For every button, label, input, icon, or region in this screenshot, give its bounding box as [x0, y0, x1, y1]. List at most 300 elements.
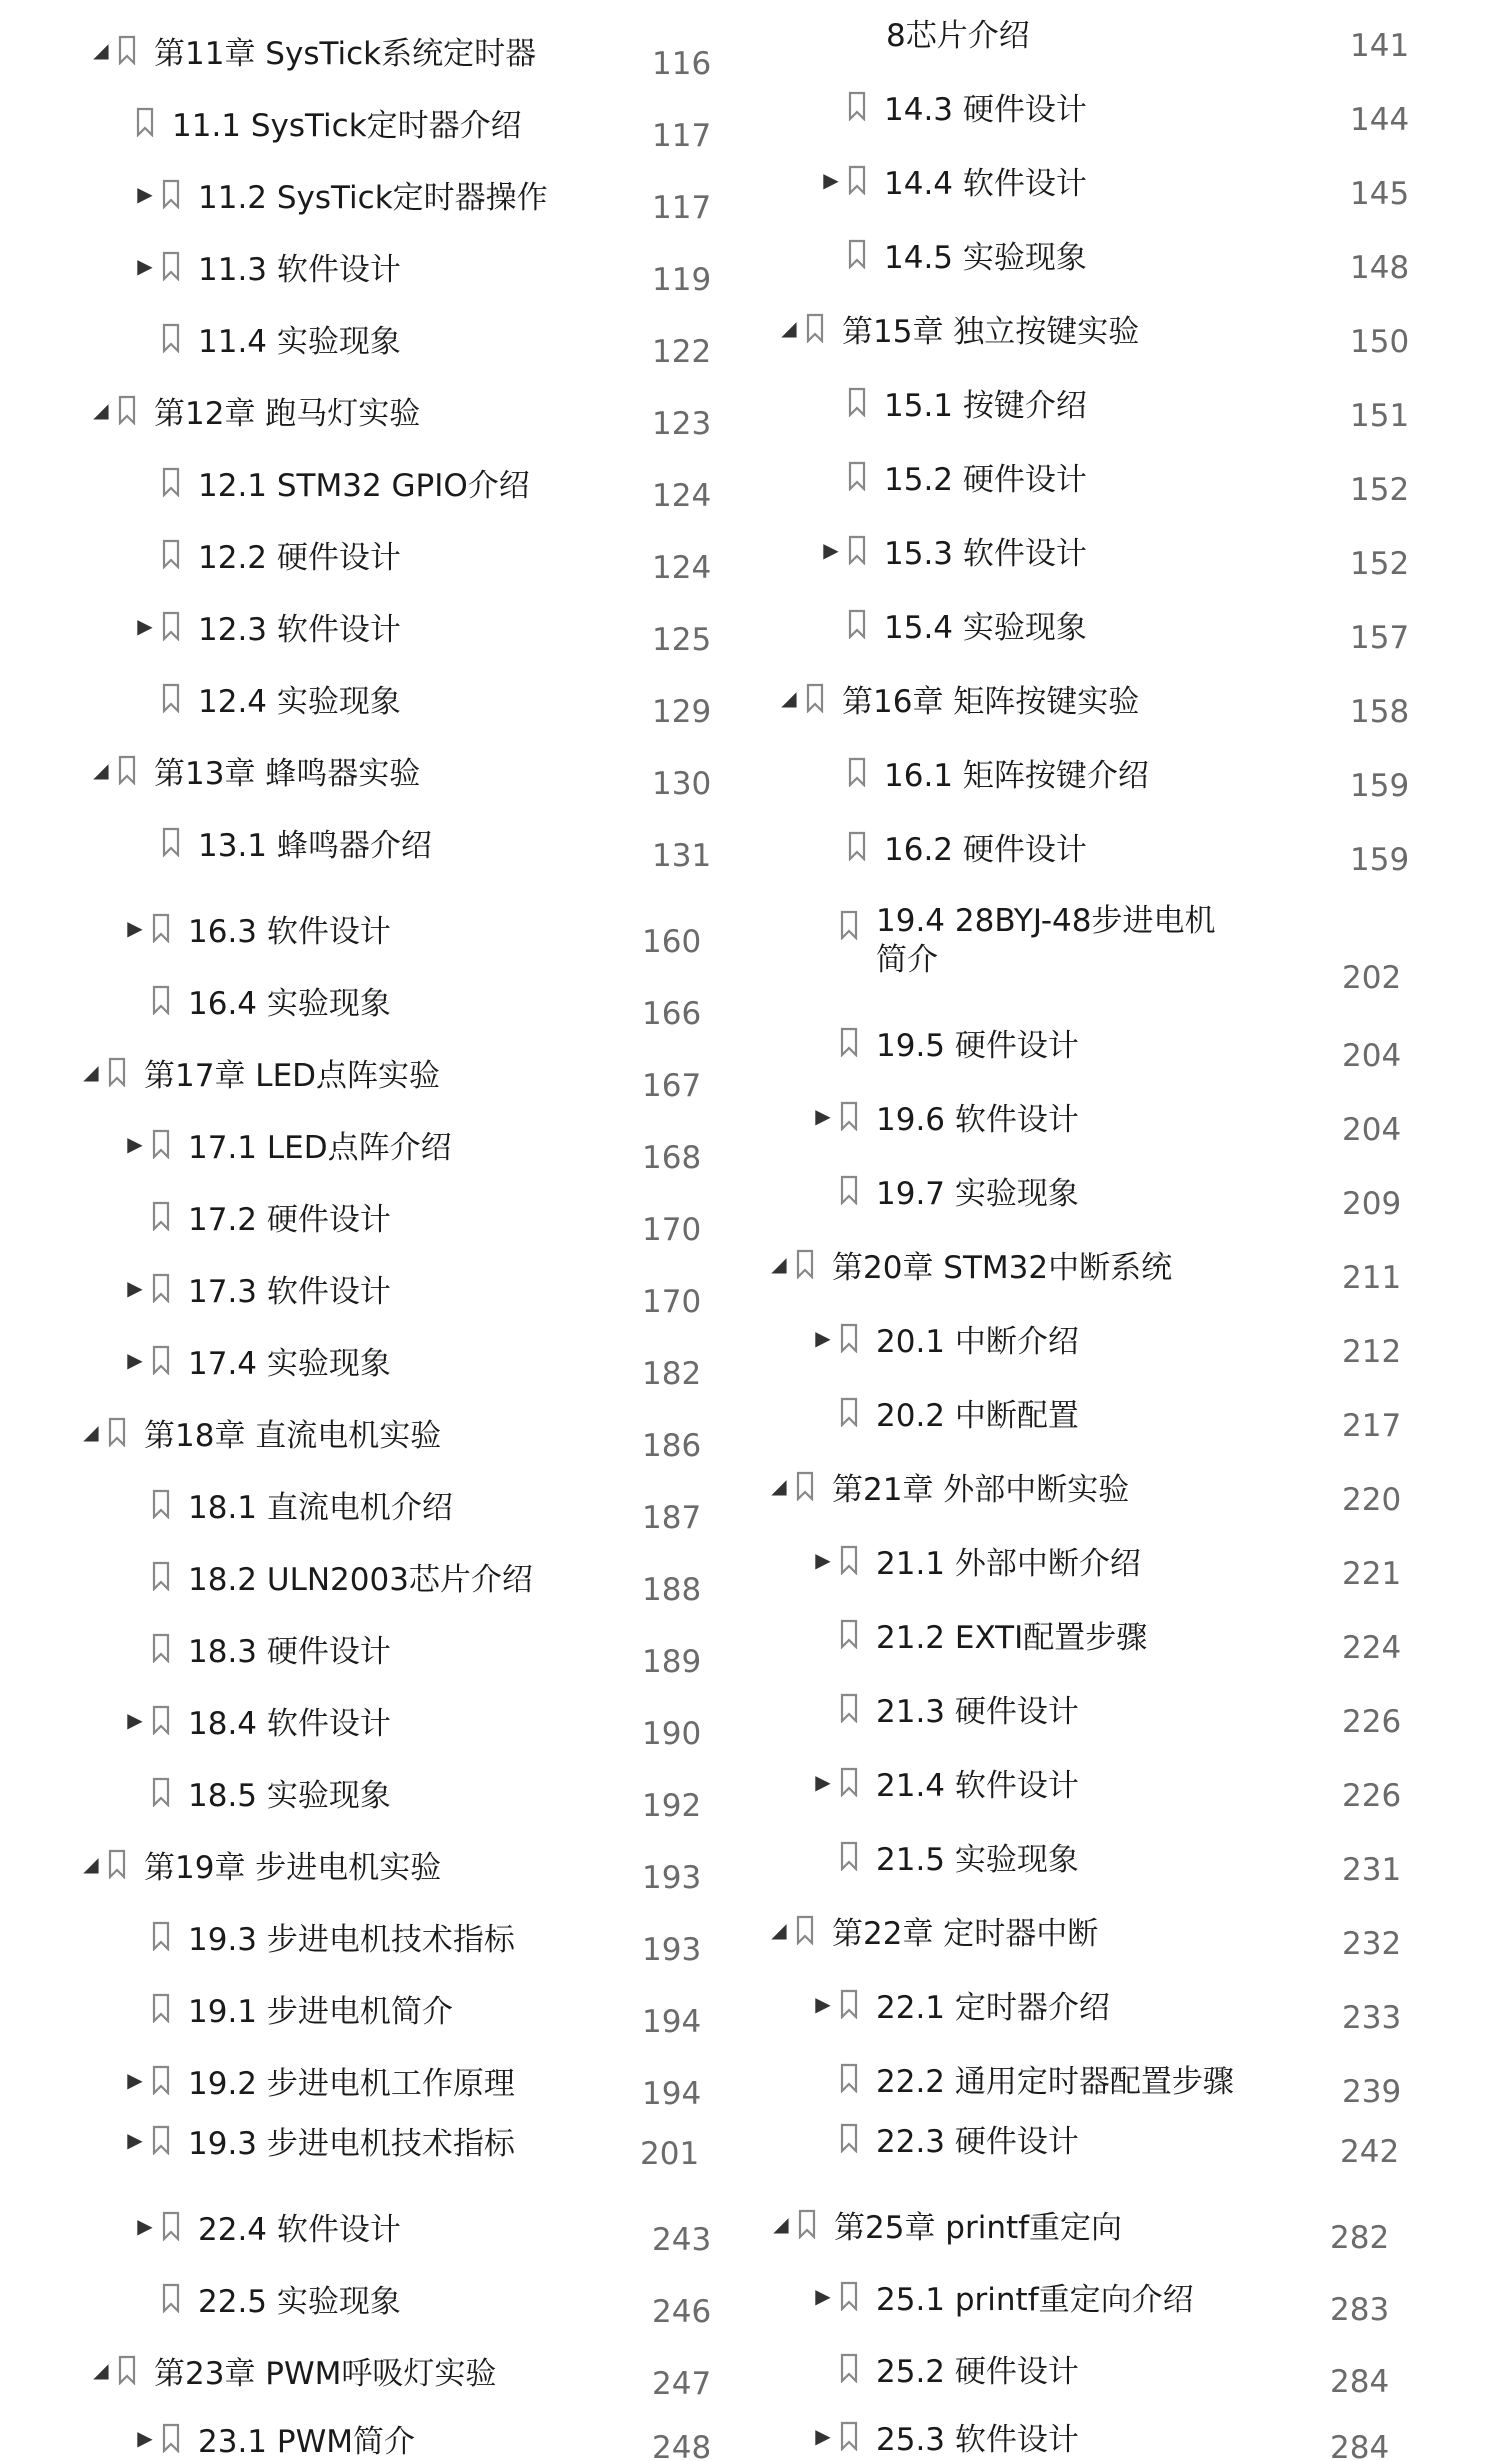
toc-item-page: 151 — [1350, 398, 1410, 434]
expanded-arrow-icon[interactable]: ◢ — [771, 1474, 787, 1498]
toc-item[interactable] — [136, 96, 522, 148]
toc-item-label: 18.1 直流电机介绍 — [188, 1489, 453, 1526]
bookmark-icon — [848, 239, 866, 269]
bookmark-icon — [848, 831, 866, 861]
toc-item-label: 20.1 中断介绍 — [876, 1323, 1079, 1360]
toc-item-page: 226 — [1342, 1778, 1402, 1814]
toc-item-label: 11.1 SysTick定时器介绍 — [172, 107, 522, 144]
bookmark-icon — [108, 1057, 126, 1087]
toc-item-page: 145 — [1350, 176, 1410, 212]
bookmark-icon — [840, 910, 858, 940]
toc-item-label: 13.1 蜂鸣器介绍 — [198, 827, 432, 864]
toc-chapter-item[interactable] — [778, 302, 1139, 354]
toc-item-label: 22.4 软件设计 — [198, 2211, 401, 2248]
toc-item-label: 16.2 硬件设计 — [884, 831, 1087, 868]
toc-item-page: 201 — [640, 2136, 700, 2172]
bookmark-icon — [162, 467, 180, 497]
bookmark-icon — [162, 2211, 180, 2241]
toc-item-label: 22.5 实验现象 — [198, 2283, 401, 2320]
toc-item[interactable] — [840, 1608, 1147, 1660]
toc-item[interactable] — [152, 1910, 515, 1962]
bookmark-icon — [840, 2421, 858, 2451]
bookmark-icon — [848, 609, 866, 639]
expanded-arrow-icon[interactable]: ◢ — [93, 758, 109, 782]
toc-item-label: 15.3 软件设计 — [884, 535, 1087, 572]
toc-item-label: 19.3 步进电机技术指标 — [188, 2125, 515, 2162]
toc-item-label: 21.5 实验现象 — [876, 1841, 1079, 1878]
bookmark-icon — [152, 1705, 170, 1735]
expanded-arrow-icon[interactable]: ◢ — [93, 38, 109, 62]
bookmark-icon — [162, 827, 180, 857]
toc-item[interactable] — [848, 598, 1087, 650]
bookmark-icon — [840, 2353, 858, 2383]
toc-item[interactable] — [134, 2200, 401, 2252]
bookmark-icon — [848, 387, 866, 417]
expanded-arrow-icon[interactable]: ◢ — [83, 1060, 99, 1084]
toc-item-page: 231 — [1342, 1852, 1402, 1888]
toc-item[interactable] — [134, 2412, 415, 2461]
toc-chapter-item[interactable] — [768, 1460, 1129, 1512]
toc-item[interactable] — [812, 1978, 1110, 2030]
toc-item-label: 12.3 软件设计 — [198, 611, 401, 648]
toc-item[interactable] — [162, 528, 401, 580]
bookmark-icon — [848, 461, 866, 491]
toc-item[interactable] — [124, 902, 391, 954]
toc-item-page: 124 — [652, 550, 712, 586]
toc-item-label: 18.5 实验现象 — [188, 1777, 391, 1814]
toc-item-label: 21.3 硬件设计 — [876, 1693, 1079, 1730]
toc-item[interactable] — [152, 1478, 453, 1530]
toc-item-label: 19.5 硬件设计 — [876, 1027, 1079, 1064]
toc-item-page: 221 — [1342, 1556, 1402, 1592]
toc-item-page: 182 — [642, 1356, 702, 1392]
collapsed-arrow-icon[interactable]: ▶ — [815, 2424, 831, 2448]
toc-item-page: 170 — [642, 1212, 702, 1248]
toc-item-page: 160 — [642, 924, 702, 960]
toc-item-label: 第12章 跑马灯实验 — [154, 395, 421, 432]
toc-chapter-item[interactable] — [768, 1238, 1172, 1290]
toc-item-label: 第18章 直流电机实验 — [144, 1417, 442, 1454]
bookmark-icon — [848, 165, 866, 195]
toc-chapter-item[interactable] — [80, 1838, 441, 1890]
toc-item-label: 第11章 SysTick系统定时器 — [154, 35, 537, 72]
bookmark-icon — [152, 1921, 170, 1951]
toc-item-label: 22.2 通用定时器配置步骤 — [876, 2063, 1234, 2100]
toc-item-label: 20.2 中断配置 — [876, 1397, 1079, 1434]
toc-panel-top-left — [0, 0, 740, 890]
toc-item-page: 123 — [652, 406, 712, 442]
toc-item-page: 189 — [642, 1644, 702, 1680]
toc-item-page: 188 — [642, 1572, 702, 1608]
toc-item-label: 11.4 实验现象 — [198, 323, 401, 360]
toc-item-label: 第16章 矩阵按键实验 — [842, 683, 1140, 720]
toc-item-page: 187 — [642, 1500, 702, 1536]
toc-item[interactable] — [812, 1534, 1141, 1586]
toc-item-label: 17.4 实验现象 — [188, 1345, 391, 1382]
bookmark-icon — [136, 107, 154, 137]
toc-item-label: 16.4 实验现象 — [188, 985, 391, 1022]
toc-item-label: 11.2 SysTick定时器操作 — [198, 179, 548, 216]
toc-item-label: 25.1 printf重定向介绍 — [876, 2281, 1194, 2318]
expanded-arrow-icon[interactable]: ◢ — [93, 398, 109, 422]
collapsed-arrow-icon[interactable]: ▶ — [127, 2068, 143, 2092]
collapsed-arrow-icon[interactable]: ▶ — [815, 1326, 831, 1350]
toc-item-page: 144 — [1350, 102, 1410, 138]
toc-chapter-item[interactable] — [90, 24, 536, 76]
toc-item-page: 129 — [652, 694, 712, 730]
toc-panel-middle-right — [740, 890, 1500, 2180]
toc-item-label: 19.7 实验现象 — [876, 1175, 1079, 1212]
toc-chapter-item[interactable] — [90, 744, 420, 796]
toc-item[interactable] — [134, 240, 401, 292]
toc-item-label: 第25章 printf重定向 — [834, 2209, 1123, 2246]
collapsed-arrow-icon[interactable]: ▶ — [137, 2426, 153, 2450]
toc-item-page: 220 — [1342, 1482, 1402, 1518]
bookmark-icon — [840, 1175, 858, 1205]
toc-item-page: 122 — [652, 334, 712, 370]
bookmark-icon — [118, 395, 136, 425]
bookmark-icon — [152, 1129, 170, 1159]
toc-item[interactable] — [840, 1386, 1079, 1438]
toc-item-label: 第20章 STM32中断系统 — [832, 1249, 1173, 1286]
toc-panel-top-right — [740, 0, 1500, 890]
toc-item-page: 193 — [642, 1860, 702, 1896]
toc-item[interactable] — [840, 2342, 1079, 2394]
toc-item-page: 247 — [652, 2366, 712, 2402]
toc-item-page: 186 — [642, 1428, 702, 1464]
bookmark-icon — [152, 1489, 170, 1519]
collapsed-arrow-icon[interactable]: ▶ — [815, 1548, 831, 1572]
expanded-arrow-icon[interactable]: ◢ — [781, 686, 797, 710]
toc-item-label: 18.4 软件设计 — [188, 1705, 391, 1742]
expanded-arrow-icon[interactable]: ◢ — [771, 1252, 787, 1276]
toc-item-page: 211 — [1342, 1260, 1402, 1296]
collapsed-arrow-icon[interactable]: ▶ — [815, 1770, 831, 1794]
toc-item-page: 202 — [1342, 960, 1402, 996]
collapsed-arrow-icon[interactable]: ▶ — [137, 614, 153, 638]
toc-item-label: 第15章 独立按键实验 — [842, 313, 1140, 350]
collapsed-arrow-icon[interactable]: ▶ — [137, 254, 153, 278]
toc-item-label: 19.3 步进电机技术指标 — [188, 1921, 515, 1958]
toc-item-page: 204 — [1342, 1038, 1402, 1074]
toc-item-label: 第23章 PWM呼吸灯实验 — [154, 2355, 497, 2392]
toc-item-label: 15.4 实验现象 — [884, 609, 1087, 646]
toc-item[interactable] — [134, 168, 548, 220]
bookmark-icon — [152, 2065, 170, 2095]
toc-item[interactable] — [840, 2052, 1234, 2104]
bookmark-icon — [840, 2123, 858, 2153]
toc-item[interactable] — [840, 1016, 1079, 1068]
collapsed-arrow-icon[interactable]: ▶ — [823, 538, 839, 562]
collapsed-arrow-icon[interactable]: ▶ — [127, 1276, 143, 1300]
toc-chapter-item[interactable] — [90, 384, 420, 436]
toc-item[interactable] — [840, 2112, 1079, 2164]
toc-item[interactable] — [124, 1334, 391, 1386]
bookmark-icon — [152, 1201, 170, 1231]
toc-item-label: 18.3 硬件设计 — [188, 1633, 391, 1670]
toc-item-page: 190 — [642, 1716, 702, 1752]
toc-item[interactable] — [848, 376, 1087, 428]
toc-item-page: 209 — [1342, 1186, 1402, 1222]
bookmark-icon — [152, 1993, 170, 2023]
toc-item-label: 25.2 硬件设计 — [876, 2353, 1079, 2390]
toc-item-label: 14.3 硬件设计 — [884, 91, 1087, 128]
bookmark-icon — [152, 913, 170, 943]
toc-item-page: 193 — [642, 1932, 702, 1968]
toc-item-page: 117 — [652, 118, 712, 154]
toc-item[interactable] — [124, 1694, 391, 1746]
toc-panel-middle-left — [0, 890, 730, 2180]
toc-item[interactable] — [152, 1766, 391, 1818]
toc-item[interactable] — [152, 1190, 391, 1242]
toc-item[interactable] — [162, 672, 401, 724]
toc-item-page: 224 — [1342, 1630, 1402, 1666]
toc-panel-bottom-left — [0, 2180, 740, 2461]
bookmark-icon — [152, 2125, 170, 2155]
toc-item[interactable] — [840, 902, 1236, 992]
toc-item-label: 19.1 步进电机简介 — [188, 1993, 453, 2030]
toc-item-page: 158 — [1350, 694, 1410, 730]
expanded-arrow-icon[interactable]: ◢ — [83, 1420, 99, 1444]
toc-item-label: 12.1 STM32 GPIO介绍 — [198, 467, 530, 504]
toc-item[interactable] — [124, 1118, 452, 1170]
toc-item[interactable] — [152, 1982, 453, 2034]
bookmark-icon — [162, 251, 180, 281]
toc-item[interactable] — [812, 2410, 1079, 2461]
bookmark-icon — [108, 1417, 126, 1447]
bookmark-icon — [840, 1693, 858, 1723]
collapsed-arrow-icon[interactable]: ▶ — [137, 182, 153, 206]
toc-item-label: 21.2 EXTI配置步骤 — [876, 1619, 1148, 1656]
toc-item-page: 130 — [652, 766, 712, 802]
toc-item-page: 159 — [1350, 768, 1410, 804]
toc-item-page: 246 — [652, 2294, 712, 2330]
bookmark-icon — [806, 683, 824, 713]
toc-item-page: 239 — [1342, 2074, 1402, 2110]
toc-item-page: 167 — [642, 1068, 702, 1104]
toc-item-page: 124 — [652, 478, 712, 514]
toc-item[interactable] — [812, 1756, 1079, 1808]
bookmark-icon — [152, 1777, 170, 1807]
bookmark-icon — [840, 1767, 858, 1797]
toc-item-page: 168 — [642, 1140, 702, 1176]
toc-item[interactable] — [812, 2270, 1194, 2322]
toc-item[interactable] — [152, 1550, 533, 1602]
bookmark-icon — [840, 1841, 858, 1871]
toc-item[interactable] — [886, 6, 1030, 58]
toc-item-label: 16.1 矩阵按键介绍 — [884, 757, 1149, 794]
expanded-arrow-icon[interactable]: ◢ — [83, 1852, 99, 1876]
toc-item-label: 22.1 定时器介绍 — [876, 1989, 1110, 2026]
bookmark-icon — [840, 1545, 858, 1575]
toc-item[interactable] — [820, 154, 1087, 206]
toc-panel-bottom-right — [740, 2180, 1500, 2461]
bookmark-icon — [840, 1323, 858, 1353]
bookmark-icon — [162, 683, 180, 713]
toc-item[interactable] — [812, 1090, 1079, 1142]
toc-item-page: 170 — [642, 1284, 702, 1320]
bookmark-icon — [162, 611, 180, 641]
toc-item-page: 242 — [1340, 2134, 1400, 2170]
collapsed-arrow-icon[interactable]: ▶ — [815, 2284, 831, 2308]
toc-item-label: 8芯片介绍 — [886, 17, 1030, 54]
bookmark-icon — [118, 2355, 136, 2385]
toc-item[interactable] — [840, 1682, 1079, 1734]
toc-chapter-item[interactable] — [778, 672, 1139, 724]
bookmark-icon — [162, 323, 180, 353]
toc-item-label: 17.2 硬件设计 — [188, 1201, 391, 1238]
toc-item-label: 第17章 LED点阵实验 — [144, 1057, 441, 1094]
toc-item-page: 232 — [1342, 1926, 1402, 1962]
bookmark-icon — [798, 2209, 816, 2239]
bookmark-icon — [840, 1101, 858, 1131]
toc-item[interactable] — [124, 1262, 391, 1314]
bookmark-icon — [840, 2063, 858, 2093]
bookmark-icon — [152, 985, 170, 1015]
toc-item-label: 14.5 实验现象 — [884, 239, 1087, 276]
toc-item[interactable] — [820, 524, 1087, 576]
toc-item-label: 18.2 ULN2003芯片介绍 — [188, 1561, 533, 1598]
toc-item[interactable] — [848, 450, 1087, 502]
toc-item-page: 248 — [652, 2430, 712, 2461]
toc-item-label: 第19章 步进电机实验 — [144, 1849, 442, 1886]
toc-item[interactable] — [124, 2054, 515, 2106]
expanded-arrow-icon[interactable]: ◢ — [771, 1918, 787, 1942]
bookmark-icon — [840, 2281, 858, 2311]
bookmark-icon — [118, 755, 136, 785]
collapsed-arrow-icon[interactable]: ▶ — [127, 1132, 143, 1156]
toc-item-page: 233 — [1342, 2000, 1402, 2036]
toc-item-label: 15.2 硬件设计 — [884, 461, 1087, 498]
toc-item-label: 19.6 软件设计 — [876, 1101, 1079, 1138]
bookmark-icon — [162, 2283, 180, 2313]
toc-item[interactable] — [162, 816, 432, 868]
bookmark-icon — [796, 1915, 814, 1945]
toc-item-label: 23.1 PWM简介 — [198, 2423, 415, 2460]
expanded-arrow-icon[interactable]: ◢ — [773, 2212, 789, 2236]
toc-item-page: 117 — [652, 190, 712, 226]
toc-item[interactable] — [848, 820, 1087, 872]
toc-item[interactable] — [152, 974, 391, 1026]
toc-item-label: 12.4 实验现象 — [198, 683, 401, 720]
toc-chapter-item[interactable] — [768, 1904, 1098, 1956]
toc-item[interactable] — [134, 600, 401, 652]
toc-item[interactable] — [162, 2272, 401, 2324]
collapsed-arrow-icon[interactable]: ▶ — [815, 1992, 831, 2016]
toc-item-page: 226 — [1342, 1704, 1402, 1740]
bookmark-icon — [108, 1849, 126, 1879]
bookmark-icon — [162, 539, 180, 569]
toc-item[interactable] — [812, 1312, 1079, 1364]
bookmark-icon — [840, 1619, 858, 1649]
collapsed-arrow-icon[interactable]: ▶ — [127, 1708, 143, 1732]
toc-chapter-item[interactable] — [770, 2198, 1122, 2250]
bookmark-icon — [152, 1345, 170, 1375]
bookmark-icon — [848, 91, 866, 121]
toc-item-page: 192 — [642, 1788, 702, 1824]
toc-item-label: 25.3 软件设计 — [876, 2421, 1079, 2458]
bookmark-icon — [796, 1249, 814, 1279]
bookmark-icon — [152, 1633, 170, 1663]
toc-item-label: 19.4 28BYJ-48步进电机简介 — [876, 903, 1216, 978]
toc-item-label: 11.3 软件设计 — [198, 251, 401, 288]
toc-item-page: 166 — [642, 996, 702, 1032]
toc-item[interactable] — [840, 1830, 1079, 1882]
toc-item-page: 119 — [652, 262, 712, 298]
toc-item-label: 15.1 按键介绍 — [884, 387, 1087, 424]
toc-item[interactable] — [162, 456, 530, 508]
toc-item-label: 21.4 软件设计 — [876, 1767, 1079, 1804]
expanded-arrow-icon[interactable]: ◢ — [781, 316, 797, 340]
toc-item-label: 17.3 软件设计 — [188, 1273, 391, 1310]
toc-item-page: 157 — [1350, 620, 1410, 656]
bookmark-icon — [152, 1273, 170, 1303]
bookmark-icon — [806, 313, 824, 343]
toc-item-page: 131 — [652, 838, 712, 874]
expanded-arrow-icon[interactable]: ◢ — [93, 2358, 109, 2382]
collapsed-arrow-icon[interactable]: ▶ — [127, 1348, 143, 1372]
toc-item-page: 150 — [1350, 324, 1410, 360]
collapsed-arrow-icon[interactable]: ▶ — [127, 916, 143, 940]
toc-item-page: 159 — [1350, 842, 1410, 878]
collapsed-arrow-icon[interactable]: ▶ — [823, 168, 839, 192]
bookmark-icon — [162, 179, 180, 209]
toc-chapter-item[interactable] — [90, 2344, 496, 2396]
bookmark-icon — [152, 1561, 170, 1591]
toc-item-label: 19.2 步进电机工作原理 — [188, 2065, 515, 2102]
toc-item[interactable] — [848, 228, 1087, 280]
collapsed-arrow-icon[interactable]: ▶ — [137, 2214, 153, 2238]
toc-item[interactable] — [162, 312, 401, 364]
toc-item-page: 152 — [1350, 472, 1410, 508]
bookmark-icon — [848, 535, 866, 565]
toc-item-page: 148 — [1350, 250, 1410, 286]
toc-item-page: 125 — [652, 622, 712, 658]
toc-item-label: 22.3 硬件设计 — [876, 2123, 1079, 2160]
toc-item-label: 第22章 定时器中断 — [832, 1915, 1099, 1952]
toc-item-label: 14.4 软件设计 — [884, 165, 1087, 202]
toc-item-label: 16.3 软件设计 — [188, 913, 391, 950]
toc-item[interactable] — [152, 1622, 391, 1674]
toc-chapter-item[interactable] — [80, 1046, 440, 1098]
bookmark-icon — [840, 1989, 858, 2019]
toc-item-page: 204 — [1342, 1112, 1402, 1148]
toc-item-label: 12.2 硬件设计 — [198, 539, 401, 576]
toc-item-label: 第13章 蜂鸣器实验 — [154, 755, 421, 792]
toc-item-page: 212 — [1342, 1334, 1402, 1370]
toc-item-page: 194 — [642, 2004, 702, 2040]
bookmark-icon — [848, 757, 866, 787]
toc-chapter-item[interactable] — [80, 1406, 441, 1458]
toc-item-page: 141 — [1350, 28, 1410, 64]
bookmark-icon — [162, 2423, 180, 2453]
toc-item[interactable] — [124, 2114, 515, 2166]
toc-item[interactable] — [840, 1164, 1079, 1216]
toc-item-page: 243 — [652, 2222, 712, 2258]
toc-item[interactable] — [848, 746, 1149, 798]
toc-item-page: 194 — [642, 2076, 702, 2112]
toc-item-page: 284 — [1330, 2430, 1390, 2461]
toc-item[interactable] — [848, 80, 1087, 132]
bookmark-icon — [796, 1471, 814, 1501]
toc-item-label: 17.1 LED点阵介绍 — [188, 1129, 452, 1166]
collapsed-arrow-icon[interactable]: ▶ — [127, 2128, 143, 2152]
toc-item-page: 284 — [1330, 2364, 1390, 2400]
collapsed-arrow-icon[interactable]: ▶ — [815, 1104, 831, 1128]
toc-item-page: 282 — [1330, 2220, 1390, 2256]
toc-item-page: 116 — [652, 46, 712, 82]
bookmark-icon — [840, 1397, 858, 1427]
